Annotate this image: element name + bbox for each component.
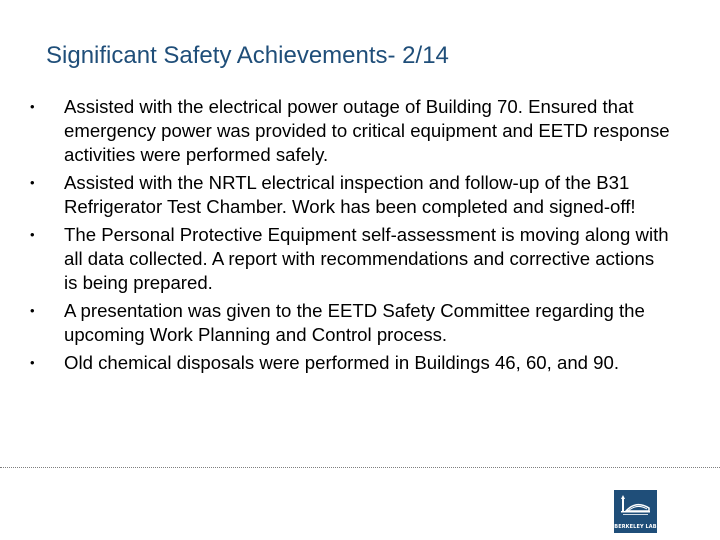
bullet-item (30, 299, 670, 347)
bullet-item (30, 171, 670, 219)
bullet-list (30, 95, 670, 379)
footer-divider (0, 467, 720, 468)
bullet-dot-icon: • (30, 99, 35, 114)
bullet-item (30, 223, 670, 295)
bullet-dot-icon: • (30, 175, 35, 190)
bullet-text: Old chemical disposals were performed in Buildings 46, 60, and 90. (64, 352, 620, 373)
bullet-dot-icon: • (30, 303, 35, 318)
bullet-dot-icon: • (30, 227, 35, 242)
bullet-text: Assisted with the NRTL electrical inspection and follow-up of the B31 Refrigerator Test Chamber. Work has been completed and signed-off! (64, 172, 636, 217)
bullet-text: The Personal Protective Equipment self-assessment is moving along with all data collected. A report with recommendations and corrective actions is being prepared. (64, 224, 669, 293)
bullet-text: Assisted with the electrical power outage of Building 70. Ensured that emergency power was provided to critical equipment and EETD response activities were performed safely. (64, 96, 670, 165)
berkeley-lab-logo (614, 490, 657, 533)
bullet-item (30, 95, 670, 167)
bullet-dot-icon: • (30, 355, 35, 370)
slide-title: Significant Safety Achievements- 2/14 (46, 42, 449, 69)
bullet-item (30, 351, 670, 375)
bullet-text: A presentation was given to the EETD Safety Committee regarding the upcoming Work Planning and Control process. (64, 300, 645, 345)
logo-text: BERKELEY LAB (614, 524, 657, 530)
